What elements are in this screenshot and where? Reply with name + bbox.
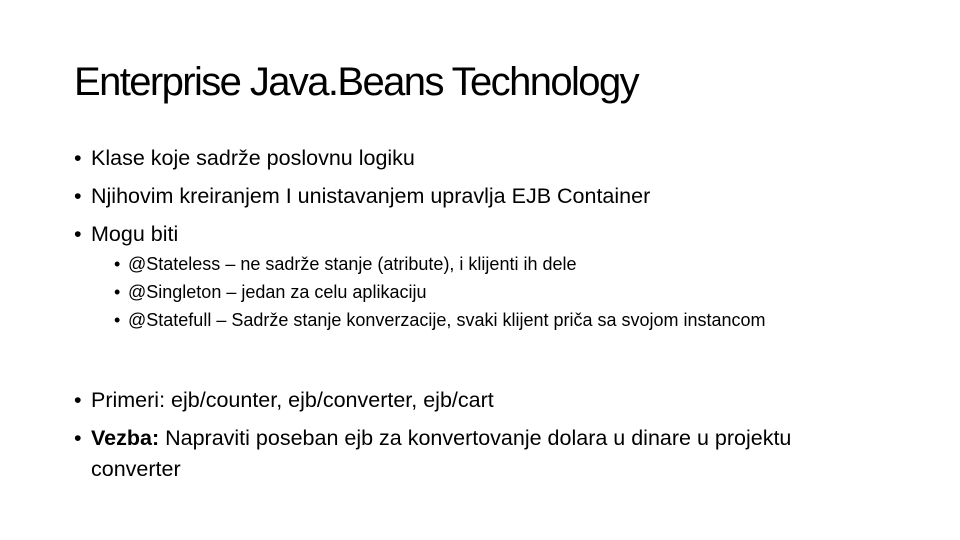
bullet-text: Primeri: ejb/counter, ejb/converter, ejb/cart [91,388,494,412]
sub-bullet-text: @Singleton – jedan za celu aplikaciju [128,282,427,302]
sub-bullet-item [114,309,794,331]
bullet-item [74,181,650,212]
bullet-item [74,143,415,174]
bullet-marker: • [74,146,82,170]
bullet-item [74,423,834,485]
bullet-marker: • [74,388,82,412]
bullet-marker: • [74,222,82,246]
bullet-marker: • [114,254,121,274]
sub-bullet-item [114,253,577,275]
bullet-text [91,423,834,485]
bullet-text: Klase koje sadrže poslovnu logiku [91,146,415,170]
slide-title: Enterprise Java.Beans Technology [74,60,638,104]
bullet-marker: • [74,426,82,450]
exercise-label: Vezba: [91,426,160,450]
bullet-text: Mogu biti [91,222,179,246]
bullet-text: Njihovim kreiranjem I unistavanjem upravlja EJB Container [91,184,651,208]
exercise-text: Napraviti poseban ejb za konvertovanje dolara u dinare u projektu converter [91,426,792,481]
bullet-item [74,385,494,416]
bullet-item [74,219,178,250]
sub-bullet-item [114,281,426,303]
sub-bullet-text: @Statefull – Sadrže stanje konverzacije, svaki klijent priča sa svojom instancom [128,310,766,330]
bullet-marker: • [74,184,82,208]
bullet-marker: • [114,310,121,330]
bullet-marker: • [114,282,121,302]
sub-bullet-text: @Stateless – ne sadrže stanje (atribute), i klijenti ih dele [128,254,577,274]
